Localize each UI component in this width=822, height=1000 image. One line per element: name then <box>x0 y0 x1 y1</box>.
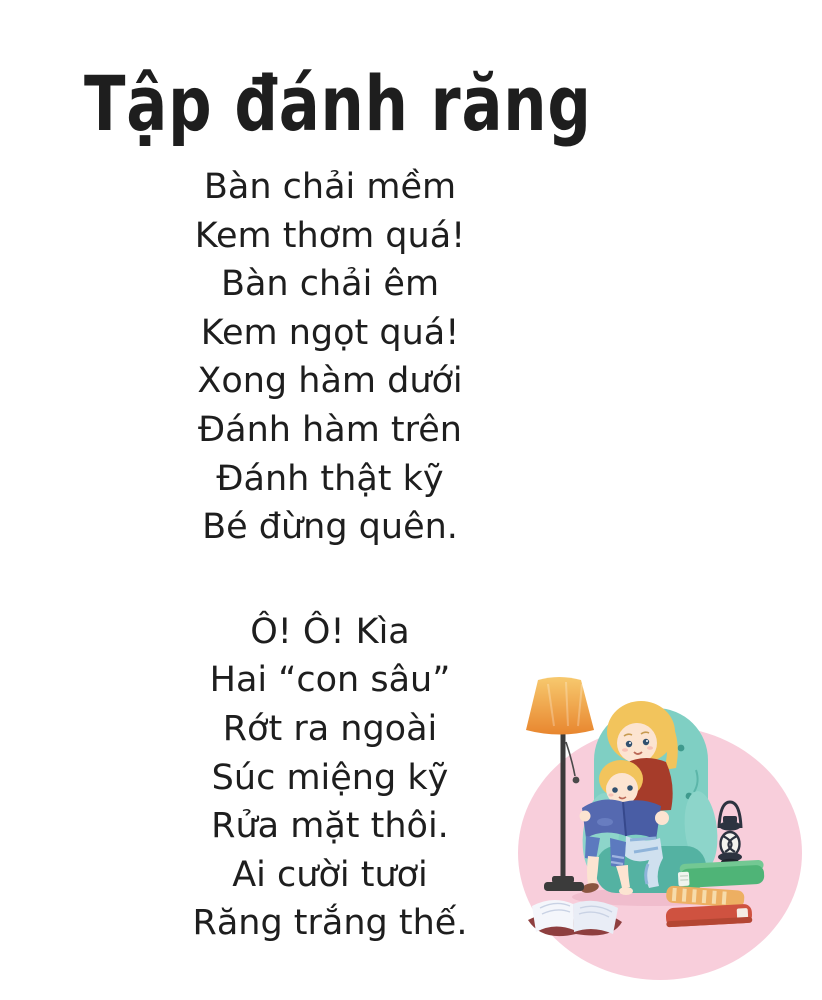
poem-title: Tập đánh răng <box>84 59 592 148</box>
illustration <box>490 650 822 1000</box>
poem-line: Rớt ra ngoài <box>222 708 438 749</box>
poem-line: Xong hàm dưới <box>197 361 463 402</box>
poem-line: Kem thơm quá! <box>194 215 466 256</box>
poem-line: Ai cười tươi <box>232 854 428 895</box>
poem-line: Súc miệng kỹ <box>211 757 449 798</box>
poem-line: Bàn chải mềm <box>203 167 457 207</box>
poem-line: Đánh hàm trên <box>198 409 462 450</box>
poem-line: Răng trắng thế. <box>192 903 468 944</box>
poem-line: Bé đừng quên. <box>202 507 458 548</box>
poem-line: Đánh thật kỹ <box>216 458 444 499</box>
storybook <box>580 800 670 840</box>
poem-line: Bàn chải êm <box>220 264 440 305</box>
poem-line: Hai “con sâu” <box>209 660 451 701</box>
poem-line: Kem ngọt quá! <box>200 312 460 353</box>
poem-line: Ô! Ô! Kìa <box>250 611 410 652</box>
poem-line: Rửa mặt thôi. <box>211 806 449 847</box>
stanza-1 <box>0 163 660 552</box>
open-book <box>528 900 622 936</box>
